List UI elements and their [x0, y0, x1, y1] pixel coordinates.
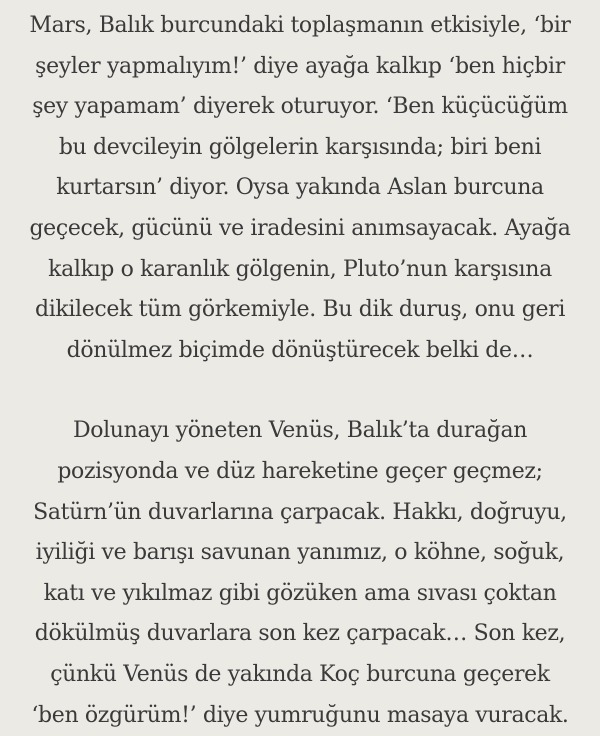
text-line: kalkıp o karanlık gölgenin, Pluto’nun karşısına [10, 250, 590, 291]
text-line: kurtarsın’ diyor. Oysa yakında Aslan burcuna [10, 168, 590, 209]
paragraph-venus [10, 411, 590, 736]
text-line: bu devcileyin gölgelerin karşısında; biri beni [10, 128, 590, 169]
text-line: dönülmez biçimde dönüştürecek belki de… [10, 331, 590, 372]
text-line: dökülmüş duvarlara son kez çarpacak… Son kez, [10, 614, 590, 655]
text-line: ‘ben özgürüm!’ diye yumruğunu masaya vuracak. [10, 696, 590, 736]
text-line: şeyler yapmalıyım!’ diye ayağa kalkıp ‘ben hiçbir [10, 47, 590, 88]
text-line: çünkü Venüs de yakında Koç burcuna geçerek [10, 655, 590, 696]
text-line: katı ve yıkılmaz gibi gözüken ama sıvası çoktan [10, 574, 590, 615]
text-line: Mars, Balık burcundaki toplaşmanın etkisiyle, ‘bir [10, 6, 590, 47]
paragraph-mars [10, 6, 590, 371]
text-line: dikilecek tüm görkemiyle. Bu dik duruş, onu geri [10, 290, 590, 331]
text-line: Dolunayı yöneten Venüs, Balık’ta durağan [10, 411, 590, 452]
text-line: geçecek, gücünü ve iradesini anımsayacak. Ayağa [10, 209, 590, 250]
text-line: Satürn’ün duvarlarına çarpacak. Hakkı, doğruyu, [10, 493, 590, 534]
paragraph-spacer [10, 371, 590, 411]
text-line: iyiliği ve barışı savunan yanımız, o köhne, soğuk, [10, 533, 590, 574]
text-line: pozisyonda ve düz hareketine geçer geçmez; [10, 452, 590, 493]
text-line: şey yapamam’ diyerek oturuyor. ‘Ben küçücüğüm [10, 87, 590, 128]
